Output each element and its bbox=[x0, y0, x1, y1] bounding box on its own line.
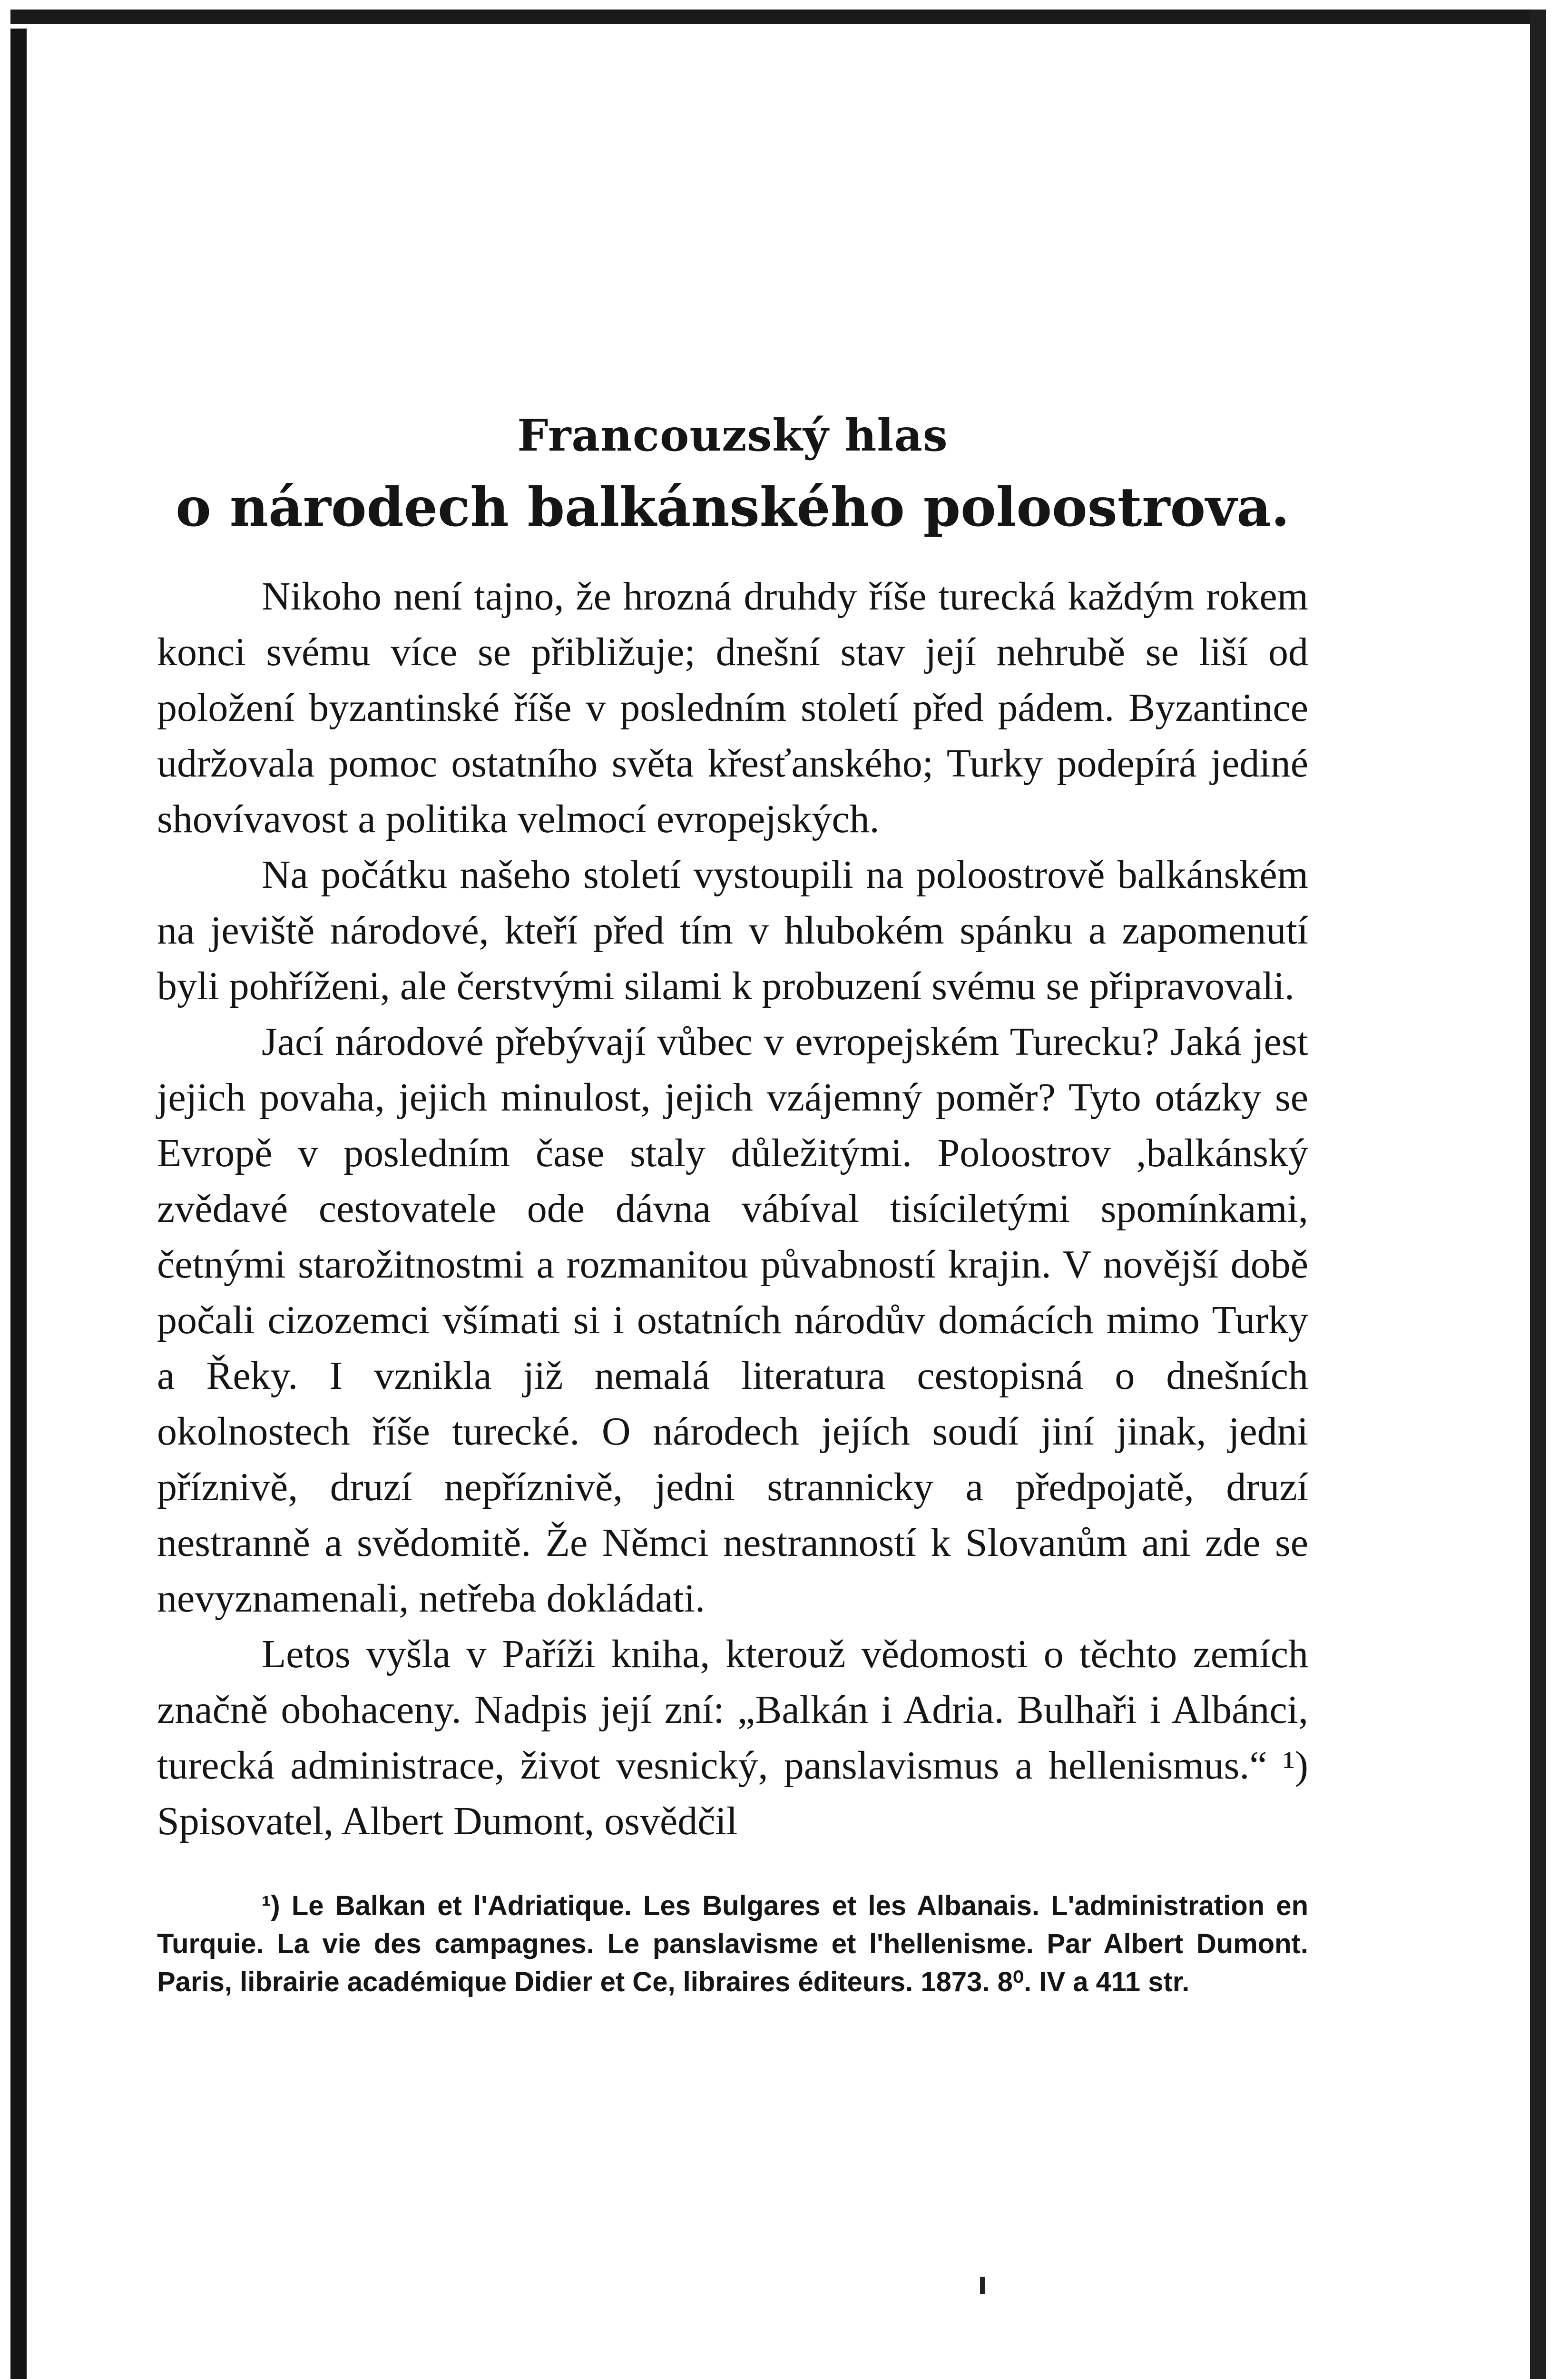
paragraph-2: Na počátku našeho století vystoupili na poloostrově balkánském na jeviště národové, kteří před tím v hlubokém spánku a zapomenutí byli pohříženi, ale čerstvými silami k probuzení svému se připravovali. bbox=[157, 852, 1308, 1008]
footnote: ¹) Le Balkan et l'Adriatique. Les Bulgares et les Albanais. L'administration en Turquie. La vie des campagnes. Le panslavisme et l'hellenisme. Par Albert Dumont. Paris, librairie académique Didier et Ce, libraires éditeurs. 1873. 8⁰. IV a 411 str. bbox=[157, 1890, 1308, 1997]
paragraph-1: Nikoho není tajno, že hrozná druhdy říše turecká každým rokem konci svému více se přibližuje; dnešní stav její nehrubě se liší od položení byzantinské říše v posledním století před pádem. Byzantince udržovala pomoc ostatního světa křesťanského; Turky podepírá jediné shovívavost a politika velmocí evropejských. bbox=[157, 574, 1308, 841]
title-line-2: o národech balkánského poloostrova. bbox=[176, 476, 1290, 539]
scan-speck bbox=[980, 2277, 985, 2294]
page-content bbox=[157, 409, 1308, 2001]
paragraph-3: Jací národové přebývají vůbec v evropejském Turecku? Jaká jest jejich povaha, jejich minulost, jejich vzájemný poměr? Tyto otázky se Evropě v posledním čase staly důležitými. Poloostrov ,balkánský zvědavé cestovatele ode dávna vábíval tisíciletými spomínkami, četnými starožitnostmi a rozmanitou půvabností krajin. V novější době počali cizozemci všímati si i ostatních národův domácích mimo Turky a Řeky. I vznikla již nemalá literatura cestopisná o dnešních okolnostech říše turecké. O národech jejích soudí jiní jinak, jedni příznivě, druzí nepříznivě, jedni strannicky a předpojatě, druzí nestranně a svědomitě. Že Němci nestranností k Slovanům ani zde se nevyznamenali, netřeba dokládati. bbox=[157, 1019, 1308, 1621]
paragraph-4: Letos vyšla v Paříži kniha, kterouž vědomosti o těchto zemích značně obohaceny. Nadpis její zní: „Balkán i Adria. Bulhaři i Albánci, turecká administrace, život vesnický, panslavismus a hellenismus.“ ¹) Spisovatel, Albert Dumont, osvědčil bbox=[157, 1632, 1308, 1843]
scan-border-top bbox=[10, 10, 1542, 24]
scan-border-right bbox=[1530, 10, 1546, 2379]
title-line-1: Francouzský hlas bbox=[517, 410, 948, 461]
scan-border-left bbox=[10, 29, 27, 2379]
